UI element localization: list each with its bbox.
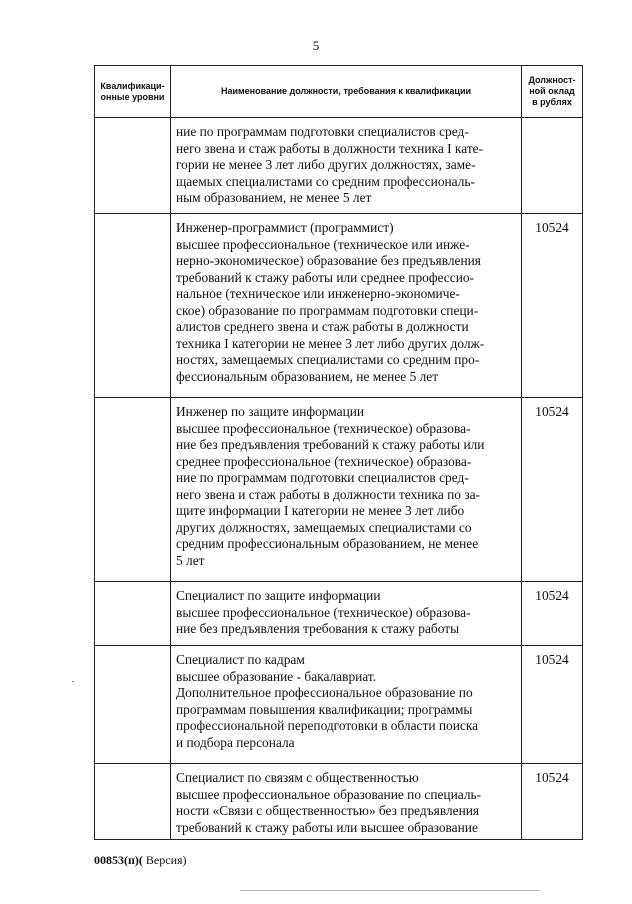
position-title: Специалист по защите информации (176, 588, 381, 603)
position-requirements: ние по программам подготовки специалистов сред- него звена и стаж работы в должности техника I кате- гории не менее 3 лет либо других должностях, заме- щаемых специалистами со средним профессиональ- ным образованием, не менее 5 лет (176, 124, 484, 205)
document-version: Версия) (142, 853, 187, 867)
table-row (95, 118, 583, 214)
bottom-rule (240, 890, 540, 891)
position-requirements: высшее профессиональное (техническое или инже- нерно-экономическое) образование без предъявления требований к стажу работы или среднее профессио- нальное (техническое или инженерно-экономиче- ское) образование по программам подготовки специ- алистов среднего звена и стаж работы в должности техника I категории не менее 3 лет либо других долж- ностях, замещаемых специалистами со средним про- фессиональным образованием, не менее 5 лет (176, 236, 485, 384)
table-header-row (95, 66, 583, 118)
position-requirements: высшее образование - бакалавриат. Дополнительное профессиональное образование по программам повышения квалификации; программы профессиональной переподготовки в области поиска и подбора персонала (176, 668, 479, 750)
header-qualification-levels (95, 66, 171, 118)
document-footer (94, 853, 187, 868)
table-row (95, 214, 583, 398)
header-salary (522, 66, 583, 118)
level-cell (95, 214, 171, 398)
header-name-text: Наименование должности, требования к квалификации (220, 86, 472, 96)
salary-cell (522, 214, 583, 398)
header-position-name (171, 66, 522, 118)
salary-value (522, 118, 582, 124)
qualification-table (94, 65, 583, 840)
description-cell (171, 646, 522, 764)
table-row (95, 582, 583, 646)
description-cell (171, 764, 522, 840)
level-cell (95, 582, 171, 646)
level-cell (95, 118, 171, 214)
salary-cell (522, 764, 583, 840)
position-title: Инженер-программист (программист) (176, 220, 394, 235)
description-cell (171, 582, 522, 646)
salary-value: 10524 (535, 588, 569, 603)
description-cell (171, 398, 522, 582)
position-title: Специалист по связям с общественностью (176, 770, 419, 785)
position-requirements: высшее профессиональное образование по специаль- ности «Связи с общественностью» без предъявления требований к стажу работы или высшее образование (176, 786, 482, 835)
page-number: 5 (312, 38, 320, 53)
header-levels-text: Квалификаци- онные уровни (100, 80, 165, 102)
table-row (95, 398, 583, 582)
position-requirements: высшее профессиональное (техническое) образова- ние без предъявления требования к стажу работы (176, 604, 471, 636)
header-salary-text: Должност- ной оклад в рублях (528, 75, 576, 107)
position-title: Инженер по защите информации (176, 404, 365, 419)
salary-value: 10524 (535, 770, 569, 785)
level-cell (95, 764, 171, 840)
table-row (95, 764, 583, 840)
description-cell (171, 118, 522, 214)
position-requirements: высшее профессиональное (техническое) образова- ние без предъявления требований к стажу работы или среднее профессиональное (техническое) образова- ние по программам подготовки специалистов сред- него звена и стаж работы в должности техника по за- щите информации I категории не менее 3 лет либо других должностях, замещаемых специалистами со средним профессиональным образованием, не менее 5 лет (176, 420, 485, 568)
scan-speck (72, 681, 74, 682)
level-cell (95, 646, 171, 764)
salary-cell (522, 398, 583, 582)
salary-value: 10524 (535, 404, 569, 419)
level-cell (95, 398, 171, 582)
salary-value: 10524 (535, 652, 569, 667)
salary-value: 10524 (535, 220, 569, 235)
salary-cell (522, 646, 583, 764)
description-cell (171, 214, 522, 398)
position-title: Специалист по кадрам (176, 652, 305, 667)
salary-cell (522, 118, 583, 214)
salary-cell (522, 582, 583, 646)
document-code: 00853(п)( (94, 853, 143, 867)
table-row (95, 646, 583, 764)
